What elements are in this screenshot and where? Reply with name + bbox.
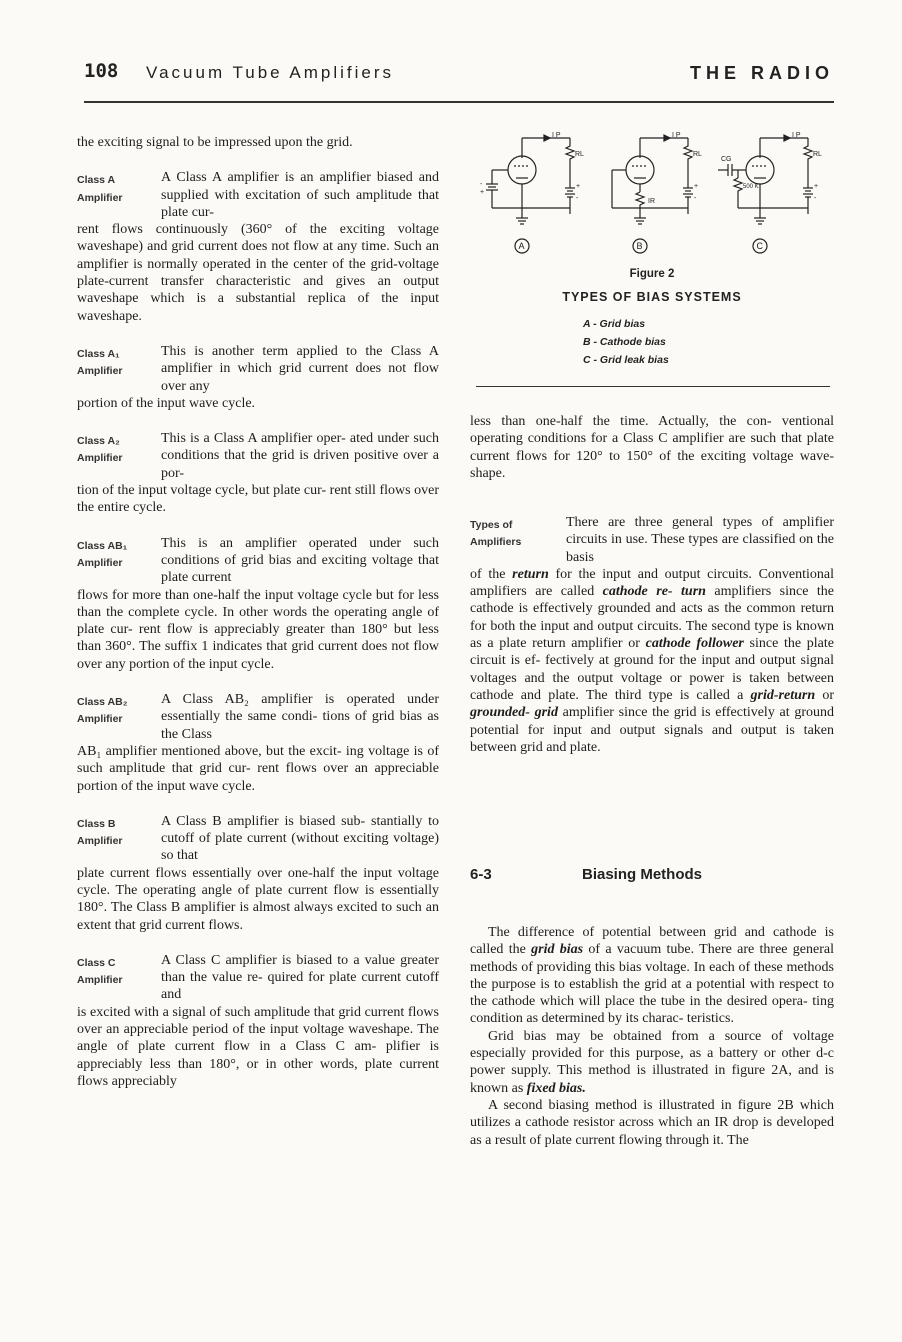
tube-c-icon: [746, 156, 774, 184]
tube-a-icon: [508, 156, 536, 184]
section-body-text: AB₁ amplifier mentioned above, but the excit- ing voltage is of such amplitude that grid cur- rent flows over an appreciable portion of the input wave cycle.: [77, 743, 439, 794]
section-body-text: plate current flows essentially over one-half the input voltage cycle. The operating angle of plate current flow is essentially 180°. The Class B amplifier is almost always excited to such an extent that grid current flows.: [77, 865, 439, 933]
page-header: [84, 60, 834, 90]
svg-text:I P: I P: [552, 132, 561, 139]
svg-text:IR: IR: [648, 198, 655, 205]
section-lead-text: This is a Class A amplifier oper- ated under such conditions that the grid is driven positive over a por-: [161, 431, 439, 481]
class-c-continuation: less than one-half the time. Actually, the con- ventional operating conditions for a Class C amplifier are such that plate current flows for 120° to 150° of the exciting voltage wave- shape.: [470, 414, 834, 481]
section-label: Class AB₁ Amplifier: [77, 539, 128, 569]
section-body-text: is excited with a signal of such amplitude that grid current flows over an appreciable period of the input voltage waveshape. The angle of plate current flow in a Class C am- plifier is appreciably less than 180°, or in other words, plate current flows appreciably: [77, 1004, 439, 1089]
svg-text:I P: I P: [672, 132, 681, 139]
svg-text:C: C: [756, 241, 763, 251]
section-class-a: [77, 169, 439, 325]
section-label: Class A₁ Amplifier: [77, 347, 123, 378]
section-number: 6-3: [470, 866, 492, 883]
svg-text:-: -: [480, 181, 483, 188]
page-number: 108: [84, 60, 119, 82]
legend-item-b: B - Cathode bias: [583, 336, 666, 348]
section-label: Class B Amplifier: [77, 817, 123, 848]
svg-text:+: +: [814, 183, 819, 190]
section-class-ab2: [77, 691, 439, 795]
svg-text:-: -: [694, 195, 697, 202]
section-class-c: [77, 952, 439, 1090]
figure-number: Figure 2: [629, 268, 675, 280]
section-title: Biasing Methods: [582, 866, 703, 883]
section-lead-text: There are three general types of amplifier circuits in use. These types are classified on the basis: [566, 515, 834, 565]
svg-text:500 K: 500 K: [743, 184, 759, 190]
section-lead-text: A Class A amplifier is an amplifier biased and supplied with excitation of such amplitude that plate cur-: [161, 170, 439, 220]
svg-text:A: A: [518, 241, 525, 251]
biasing-methods-text: [470, 924, 834, 1149]
section-types-of-amplifiers: [470, 514, 834, 756]
circuit-c: [718, 132, 822, 253]
legend-item-c: C - Grid leak bias: [583, 354, 669, 366]
legend-item-a: A - Grid bias: [583, 318, 646, 330]
svg-text:+: +: [576, 183, 581, 190]
intro-paragraph: the exciting signal to be impressed upon the grid.: [77, 135, 353, 150]
section-body-text: rent flows continuously (360° of the exciting voltage waveshape) and grid current does not flow at any time. Such an amplifier is normally operated in the center of the grid-voltage plate-current transfer characteristic and gives an output waveshape which is a substantial replica of the input waveshape.: [77, 222, 439, 324]
svg-text:-: -: [814, 195, 817, 202]
chapter-title: Vacuum Tube Amplifiers: [146, 63, 395, 82]
figure-title: TYPES OF BIAS SYSTEMS: [562, 290, 742, 304]
section-lead-text: This is another term applied to the Class A amplifier in which grid current does not flow over any: [161, 343, 439, 394]
bias-circuits-diagram: [470, 118, 834, 268]
paragraph: The difference of potential between grid and cathode is called the grid bias of a vacuum tube. There are three general methods of providing this bias voltage. In each of these methods the purpose is to establish the grid at a potential with respect to the cathode which will place the tube in the desired opera- ting condition as determined by its charac- teristics.: [470, 925, 834, 1027]
section-lead-text: A Class AB₂ amplifier is operated under essentially the same condi- tions of grid bias as the Class: [161, 692, 439, 742]
section-class-ab1: [77, 535, 439, 673]
right-column: [470, 118, 835, 1148]
section-class-a2: [77, 430, 439, 516]
section-body-text: portion of the input wave cycle.: [77, 395, 256, 411]
section-label: Class C Amplifier: [77, 956, 123, 987]
section-label: Class A Amplifier: [77, 174, 123, 204]
section-label: Types of Amplifiers: [470, 519, 522, 549]
section-lead-text: A Class C amplifier is biased to a value greater than the value re- quired for plate current cutoff and: [161, 952, 439, 1003]
svg-text:+: +: [694, 183, 699, 190]
svg-text:I P: I P: [792, 132, 801, 139]
circuit-a: [480, 132, 584, 253]
figure-rule: [476, 386, 830, 387]
left-column: [77, 134, 439, 1108]
section-body-text: tion of the input voltage cycle, but plate cur- rent still flows over the entire cycle.: [77, 483, 439, 516]
svg-text:RL: RL: [813, 151, 822, 158]
svg-text:-: -: [576, 195, 579, 202]
tube-b-icon: [626, 156, 654, 184]
svg-text:B: B: [636, 241, 643, 251]
paragraph: Grid bias may be obtained from a source of voltage especially provided for this purpose, as a battery or other d-c power supply. This method is illustrated in figure 2A, and is known as fixed bias.: [470, 1028, 834, 1096]
section-lead-text: A Class B amplifier is biased sub- stantially to cutoff of plate current (without exciting voltage) so that: [161, 813, 439, 864]
section-class-a1: [77, 343, 439, 412]
book-title: THE RADIO: [690, 63, 834, 83]
header-rule: [84, 101, 834, 103]
circuit-b: [612, 132, 702, 253]
section-lead-text: This is an amplifier operated under such conditions of grid bias and exciting voltage that plate current: [161, 535, 439, 586]
section-class-b: [77, 813, 439, 934]
section-body-text: of the return for the input and output circuits. Conventional amplifiers are called cathode re- turn amplifiers since the cathode is effectively grounded and acts as the common return for both the input and output circuits. The second type is known as a plate return amplifier or cathode follower since the plate circuit is ef- fectively at ground for the input and output signal voltages and the output voltage or power is taken between cathode and plate. The third type is called a grid-return or grounded- grid amplifier since the grid is effectively at ground potential for input and output signals and output is taken between grid and plate.: [470, 566, 835, 755]
svg-text:RL: RL: [693, 151, 702, 158]
section-body-text: flows for more than one-half the input voltage cycle but for less than the complete cycle. In other words the operating angle of plate cur- rent flow is appreciably greater than 180° but less than 360°. The suffix 1 indicates that grid current does not flow over any portion of the input cycle.: [77, 587, 439, 672]
section-label: Class A₂ Amplifier: [77, 435, 123, 465]
paragraph: A second biasing method is illustrated in figure 2B which utilizes a cathode resistor across which an IR drop is developed as a result of plate current flowing through it. The: [470, 1097, 834, 1148]
svg-text:+: +: [480, 189, 485, 196]
svg-text:CG: CG: [721, 156, 732, 163]
figure-2: [470, 118, 834, 380]
svg-text:RL: RL: [575, 151, 584, 158]
section-label: Class AB₂ Amplifier: [77, 696, 128, 726]
